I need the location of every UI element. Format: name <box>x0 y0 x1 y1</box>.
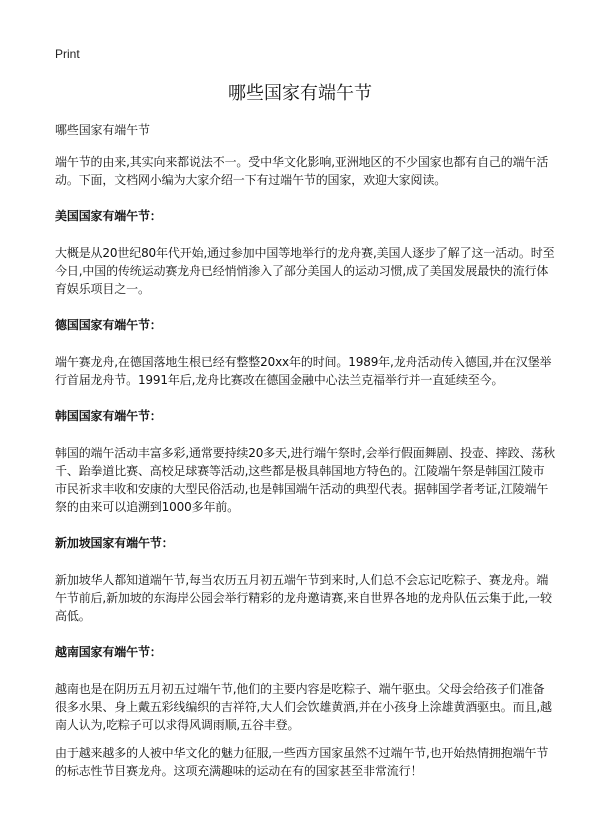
section-text-germany: 端午赛龙舟,在德国落地生根已经有整整20xx年的时间。1989年,龙舟活动传入德国,并在汉堡举行首届龙舟节。1991年后,龙舟比赛改在德国金融中心法兰克福举行并一直延续至今。 <box>55 355 552 387</box>
section-heading-germany: 德国国家有端午节： <box>55 318 162 332</box>
section-heading-vietnam: 越南国家有端午节： <box>55 645 162 659</box>
section-text-korea: 韩国的端午活动丰富多彩,通常要持续20多天,进行端午祭时,会举行假面舞剧、投壶、摔跤、荡秋千、跆拳道比赛、高校足球赛等活动,这些都是极具韩国地方特色的。江陵端午祭是韩国江陵市市民祈求丰收和安康的大型民俗活动,也是韩国端午活动的典型代表。据韩国学者考证,江陵端午祭的由来可以追溯到1000多年前。 <box>55 446 555 514</box>
section-text-singapore: 新加坡华人都知道端午节,每当农历五月初五端午节到来时,人们总不会忘记吃粽子、赛龙舟。端午节前后,新加坡的东海岸公园会举行精彩的龙舟邀请赛,来自世界各地的龙舟队伍云集于此,一较高低。 <box>55 573 552 623</box>
section-text-vietnam: 越南也是在阴历五月初五过端午节,他们的主要内容是吃粽子、端午驱虫。父母会给孩子们准备很多水果、身上戴五彩线编织的吉祥符,大人们会饮雄黄酒,并在小孩身上涂雄黄酒驱虫。而且,越南人认为,吃粽子可以求得风调雨顺,五谷丰登。 <box>55 682 552 732</box>
section-heading-singapore: 新加坡国家有端午节： <box>55 536 174 550</box>
print-link[interactable]: Print <box>55 47 80 61</box>
section-heading-korea: 韩国国家有端午节： <box>55 409 162 423</box>
intro-paragraph: 端午节的由来,其实向来都说法不一。受中华文化影响,亚洲地区的不少国家也都有自己的端午活动。下面，文档网小编为大家介绍一下有过端午节的国家，欢迎大家阅读。 <box>55 155 549 187</box>
article-subtitle: 哪些国家有端午节 <box>55 123 150 137</box>
section-text-usa: 大概是从20世纪80年代开始,通过参加中国等地举行的龙舟赛,美国人逐步了解了这一活动。时至今日,中国的传统运动赛龙舟已经悄悄渗入了部分美国人的运动习惯,成了美国发展最快的流行体育娱乐项目之一。 <box>55 246 555 296</box>
article-body <box>55 121 555 798</box>
section-heading-usa: 美国国家有端午节： <box>55 209 162 223</box>
page-title: 哪些国家有端午节 <box>228 83 372 104</box>
closing-paragraph: 由于越来越多的人被中华文化的魅力征服,一些西方国家虽然不过端午节,也开始热情拥抱端午节的标志性节目赛龙舟。这项充满趣味的运动在有的国家甚至非常流行！ <box>55 746 549 778</box>
